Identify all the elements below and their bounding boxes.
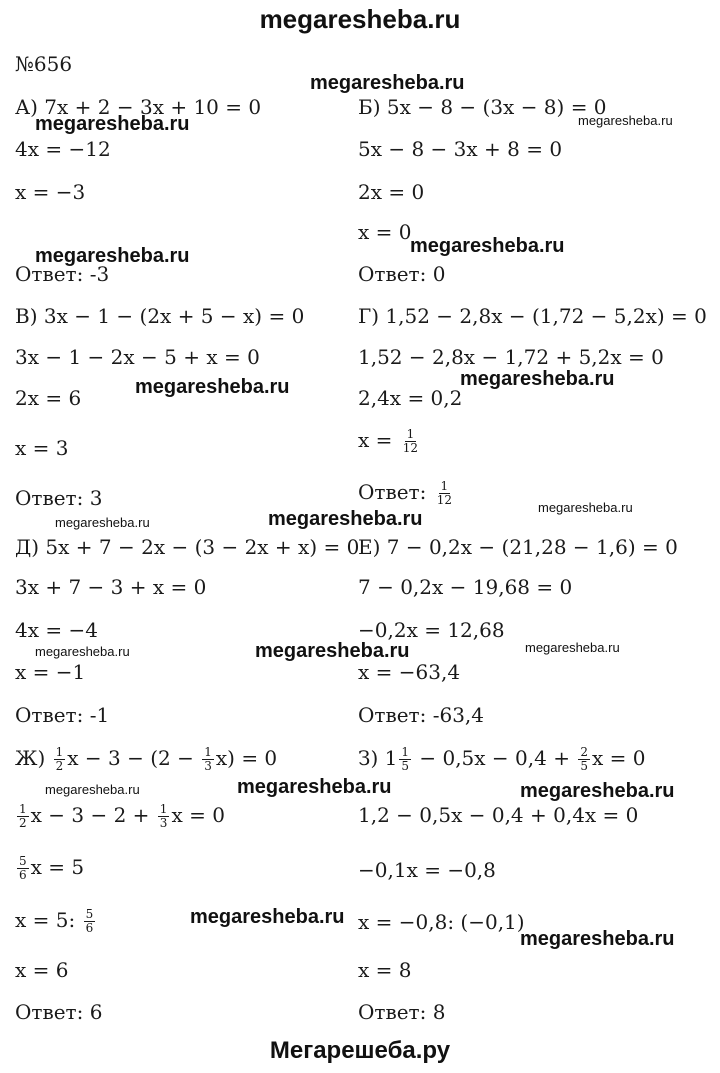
solution-zh-answer: Ответ: 6: [15, 1000, 103, 1024]
answer-label: Ответ:: [358, 480, 433, 504]
solution-a-line: x = −3: [15, 180, 86, 204]
solution-z-answer: Ответ: 8: [358, 1000, 446, 1024]
watermark: megaresheba.ru: [255, 640, 410, 662]
solution-a-line: А) 7x + 2 − 3x + 10 = 0: [15, 95, 262, 119]
solution-zh-line: x = 6: [15, 958, 69, 982]
solution-g-answer: [358, 480, 456, 507]
solution-v-line: В) 3x − 1 − (2x + 5 − x) = 0: [15, 304, 305, 328]
problem-number: №656: [15, 52, 73, 76]
solution-b-line: 5x − 8 − 3x + 8 = 0: [358, 137, 563, 161]
solution-e-line: −0,2x = 12,68: [358, 618, 505, 642]
solution-g-line: 2,4x = 0,2: [358, 386, 463, 410]
fraction: $\frac{1}{12}$: [436, 479, 452, 507]
solution-v-line: 2x = 6: [15, 386, 82, 410]
site-header: megaresheba.ru: [259, 4, 461, 34]
solution-d-line: Д) 5x + 7 − 2x − (3 − 2x + x) = 0: [15, 535, 360, 559]
fraction: $\frac{5}{6}$: [19, 854, 27, 882]
watermark: megaresheba.ru: [35, 644, 130, 659]
solution-b-line: Б) 5x − 8 − (3x − 8) = 0: [358, 95, 607, 119]
solution-zh-line: [15, 803, 225, 830]
equation-text: − 0,5x − 0,4 +: [413, 746, 577, 770]
watermark: megaresheba.ru: [45, 782, 140, 797]
watermark: megaresheba.ru: [135, 376, 290, 398]
equation-text: З) 1: [358, 746, 398, 770]
watermark: megaresheba.ru: [190, 906, 345, 928]
fraction: $\frac{1}{3}$: [204, 745, 212, 773]
equation-text: x = 0: [591, 746, 646, 770]
solution-e-answer: Ответ: -63,4: [358, 703, 485, 727]
solution-z-line: [358, 746, 645, 773]
watermark: megaresheba.ru: [460, 368, 615, 390]
equation-text: x = 0: [171, 803, 225, 827]
solution-d-line: 3x + 7 − 3 + x = 0: [15, 575, 207, 599]
solution-zh-line: [15, 855, 84, 882]
equation-text: x − 3 − 2 +: [30, 803, 156, 827]
fraction: $\frac{2}{5}$: [580, 745, 588, 773]
fraction: $\frac{1}{2}$: [55, 745, 64, 773]
solution-zh-line: [15, 746, 277, 773]
watermark: megaresheba.ru: [268, 508, 423, 530]
solution-z-line: x = 8: [358, 958, 412, 982]
watermark: megaresheba.ru: [55, 515, 150, 530]
watermark: megaresheba.ru: [538, 500, 633, 515]
fraction: $\frac{5}{6}$: [85, 907, 94, 935]
solution-g-line: [358, 428, 422, 455]
solution-e-line: 7 − 0,2x − 19,68 = 0: [358, 575, 573, 599]
fraction: $\frac{1}{2}$: [19, 802, 27, 830]
watermark: megaresheba.ru: [310, 72, 465, 94]
watermark: megaresheba.ru: [237, 776, 392, 798]
solution-v-line: x = 3: [15, 436, 69, 460]
solution-d-answer: Ответ: -1: [15, 703, 110, 727]
solution-z-line: x = −0,8: (−0,1): [358, 910, 525, 934]
solution-v-answer: Ответ: 3: [15, 486, 103, 510]
watermark: megaresheba.ru: [410, 235, 565, 257]
solution-b-line: x = 0: [358, 220, 412, 244]
solution-z-line: −0,1x = −0,8: [358, 858, 496, 882]
equation-text: x =: [358, 428, 399, 452]
watermark: megaresheba.ru: [520, 928, 675, 950]
solution-zh-line: [15, 908, 97, 935]
solution-a-line: 4x = −12: [15, 137, 111, 161]
watermark: megaresheba.ru: [35, 245, 190, 267]
watermark: megaresheba.ru: [35, 113, 190, 135]
watermark: megaresheba.ru: [578, 113, 673, 128]
solution-d-line: x = −1: [15, 660, 86, 684]
solution-e-line: x = −63,4: [358, 660, 461, 684]
solution-e-line: Е) 7 − 0,2x − (21,28 − 1,6) = 0: [358, 535, 678, 559]
equation-text: x) = 0: [215, 746, 278, 770]
solution-b-line: 2x = 0: [358, 180, 425, 204]
solution-g-line: Г) 1,52 − 2,8x − (1,72 − 5,2x) = 0: [358, 304, 707, 328]
solution-v-line: 3x − 1 − 2x − 5 + x = 0: [15, 345, 260, 369]
watermark: megaresheba.ru: [525, 640, 620, 655]
equation-text: x − 3 − (2 −: [67, 746, 201, 770]
solution-b-answer: Ответ: 0: [358, 262, 446, 286]
solution-a-answer: Ответ: -3: [15, 262, 110, 286]
fraction: $\frac{1}{3}$: [159, 802, 168, 830]
equation-text: x = 5:: [15, 908, 82, 932]
watermark: megaresheba.ru: [520, 780, 675, 802]
equation-text: Ж): [15, 746, 52, 770]
fraction: $\frac{1}{5}$: [401, 745, 409, 773]
equation-text: x = 5: [30, 855, 85, 879]
fraction: $\frac{1}{12}$: [402, 427, 419, 455]
solution-d-line: 4x = −4: [15, 618, 98, 642]
solution-g-line: 1,52 − 2,8x − 1,72 + 5,2x = 0: [358, 345, 664, 369]
solution-z-line: 1,2 − 0,5x − 0,4 + 0,4x = 0: [358, 803, 639, 827]
site-footer: Мегарешеба.ру: [269, 1037, 451, 1064]
